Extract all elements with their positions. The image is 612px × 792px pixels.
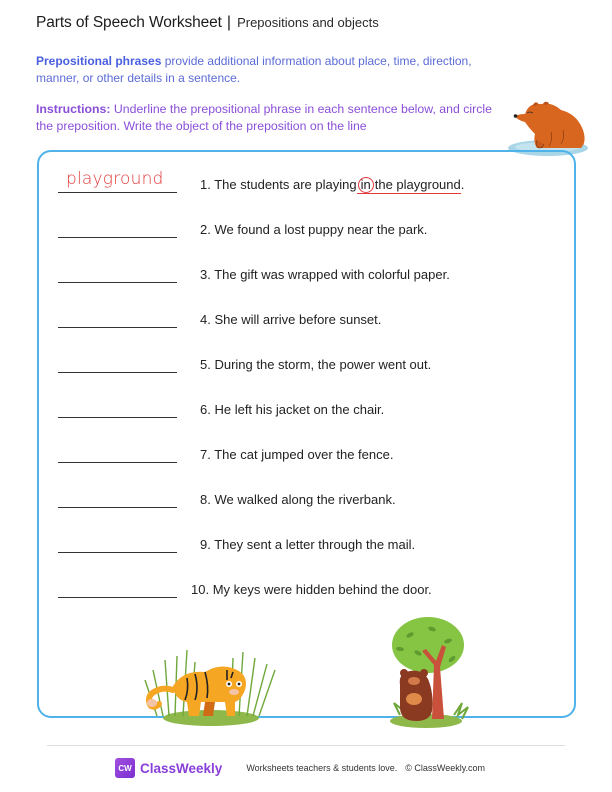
sentence-text: The gift was wrapped with colorful paper. — [214, 267, 450, 282]
instructions-paragraph — [36, 101, 506, 135]
exercise-row-10 — [58, 577, 558, 601]
worksheet-header — [36, 14, 379, 32]
sentence-text: We found a lost puppy near the park. — [214, 222, 428, 237]
sentence-number: 2. — [200, 222, 211, 237]
sentence — [200, 267, 450, 282]
answer-line[interactable] — [58, 237, 177, 238]
worksheet-subtitle: Prepositions and objects — [237, 15, 379, 30]
exercise-row-4 — [58, 307, 558, 331]
sentence-number: 10. — [191, 582, 210, 597]
instructions-label: Instructions: — [36, 102, 111, 116]
sentence — [200, 222, 427, 237]
sentence — [200, 447, 393, 462]
answer-line[interactable] — [58, 192, 177, 193]
sentence-number: 3. — [200, 267, 211, 282]
worksheet-title: Parts of Speech Worksheet — [36, 14, 222, 31]
sentence-text: We walked along the riverbank. — [214, 492, 396, 507]
bear-under-tree-illustration — [370, 615, 480, 730]
sentence-number: 9. — [200, 537, 211, 552]
exercise-row-8 — [58, 487, 558, 511]
answer-line[interactable] — [58, 462, 177, 463]
example-answer: playground — [66, 169, 164, 189]
sentence-end: . — [460, 177, 465, 192]
sentence-text: He left his jacket on the chair. — [214, 402, 385, 417]
sentence — [200, 492, 396, 507]
answer-line[interactable] — [58, 507, 177, 508]
title-separator: | — [226, 14, 232, 31]
instructions-text: Underline the prepositional phrase in each sentence below, and circle the preposition. Write the object of the preposition on the line — [36, 102, 492, 133]
sentence-number: 5. — [200, 357, 211, 372]
footer-copyright: © ClassWeekly.com — [405, 763, 486, 773]
sentence-text: During the storm, the power went out. — [214, 357, 432, 372]
answer-line[interactable] — [58, 282, 177, 283]
bear-in-water-illustration — [503, 96, 593, 158]
footer-divider — [47, 745, 565, 746]
sentence-text: My keys were hidden behind the door. — [212, 582, 432, 597]
sentence — [200, 357, 431, 372]
exercise-row-6 — [58, 397, 558, 421]
sentence-number: 8. — [200, 492, 211, 507]
intro-text: provide additional information about place, time, direction, manner, or other details in a sentence. — [36, 54, 472, 85]
exercise-row-5 — [58, 352, 558, 376]
footer-tagline: Worksheets teachers & students love. — [246, 763, 398, 773]
answer-line[interactable] — [58, 597, 177, 598]
sentence-text: She will arrive before sunset. — [214, 312, 382, 327]
prepositional-phrase-underline — [357, 177, 461, 194]
sentence-number: 6. — [200, 402, 211, 417]
exercise-row-1 — [58, 169, 558, 196]
sentence — [200, 177, 464, 192]
answer-line[interactable] — [58, 327, 177, 328]
sentence-text: They sent a letter through the mail. — [214, 537, 416, 552]
intro-term: Prepositional phrases — [36, 54, 162, 68]
answer-line[interactable] — [58, 372, 177, 373]
sentence-number: 7. — [200, 447, 211, 462]
exercise-row-2 — [58, 217, 558, 241]
sentence-text-before: The students are playing — [214, 177, 357, 192]
exercise-row-7 — [58, 442, 558, 466]
sentence-number: 4. — [200, 312, 211, 327]
footer — [115, 758, 485, 778]
sentence — [200, 537, 415, 552]
intro-paragraph — [36, 53, 476, 86]
object-phrase: the playground — [374, 177, 461, 192]
sentence — [200, 312, 381, 327]
sentence-number: 1. — [200, 177, 211, 192]
sentence — [191, 582, 432, 597]
sentence-text: The cat jumped over the fence. — [214, 447, 394, 462]
preposition-circle: in — [358, 177, 374, 193]
tiger-in-grass-illustration — [143, 640, 283, 728]
exercise-row-3 — [58, 262, 558, 286]
brand-name: ClassWeekly — [140, 760, 223, 776]
answer-line[interactable] — [58, 552, 177, 553]
answer-line[interactable] — [58, 417, 177, 418]
classweekly-logo-icon: CW — [115, 758, 135, 778]
exercise-row-9 — [58, 532, 558, 556]
sentence — [200, 402, 384, 417]
